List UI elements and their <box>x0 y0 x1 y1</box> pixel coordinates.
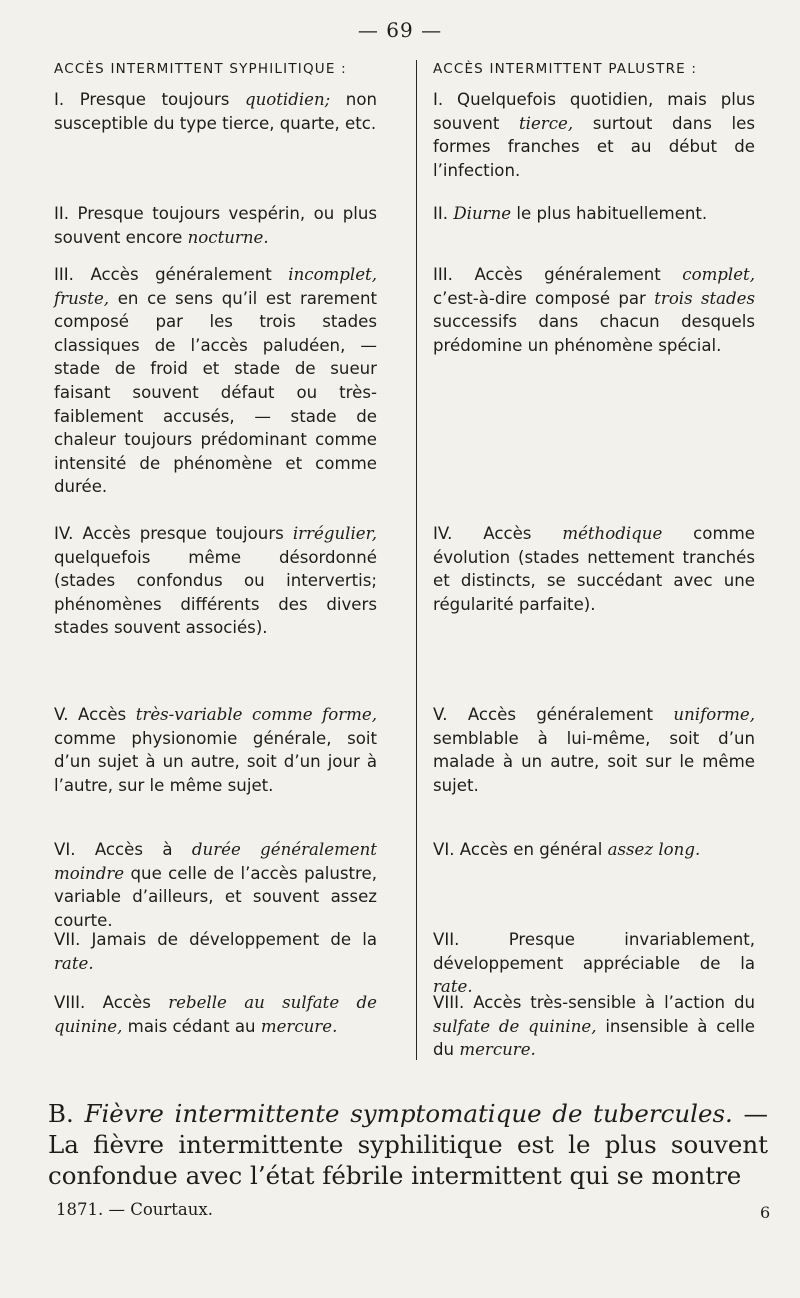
section-b-paragraph <box>48 1098 768 1191</box>
left-column-header: ACCÈS INTERMITTENT SYPHILITIQUE : <box>54 61 347 77</box>
left-item-4-text: IV. Accès presque toujours <box>54 524 293 543</box>
left-item-5-text: V. Accès <box>54 705 136 724</box>
left-item-5-text: comme physionomie générale, soit d’un sujet à un autre, soit d’un jour à l’autre, sur le même sujet. <box>54 728 377 795</box>
right-item-3-emphasis: complet, <box>682 265 755 284</box>
right-item-1-emphasis: tierce, <box>519 113 574 133</box>
left-item-1 <box>54 88 377 135</box>
right-item-6 <box>433 838 755 862</box>
right-item-2 <box>433 202 755 226</box>
left-item-5-emphasis: très-variable comme forme, <box>135 705 377 724</box>
left-item-4 <box>54 522 377 640</box>
right-item-4-text: IV. Accès <box>433 524 563 543</box>
right-item-7-text: VII. Presque invariablement, développement appréciable de la <box>433 930 755 973</box>
right-item-3 <box>433 263 755 357</box>
right-item-8-text: VIII. Accès très-sensible à l’action du <box>433 993 755 1012</box>
section-b-title: Fièvre intermittente symptomatique de tubercules. <box>84 1099 733 1128</box>
right-item-4-text: comme évolution (stades nettement tranchés et distincts, se succédant avec une régularité parfaite). <box>433 524 755 614</box>
left-item-3-text: en ce sens qu’il est rarement composé par les trois stades classiques de l’accès paludéen, — stade de froid et stade de sueur faisant souvent défaut ou très-faiblement accusés, — stade de chaleur toujours prédominant comme intensité de phénomène et comme durée. <box>54 288 377 497</box>
left-item-8-emphasis: rebelle au sulfate de quinine, <box>54 993 377 1036</box>
left-item-2-text: II. Presque toujours vespérin, ou plus souvent encore <box>54 204 377 247</box>
right-item-4 <box>433 522 755 616</box>
right-item-7-emphasis: rate. <box>433 977 473 997</box>
left-item-6-text: VI. Accès à <box>54 840 192 859</box>
section-b-lead: B. <box>48 1099 85 1128</box>
left-item-7-text: VII. Jamais de développement de la <box>54 930 377 949</box>
left-column <box>54 58 377 1036</box>
right-item-5-text: V. Accès généralement <box>433 705 674 724</box>
left-item-2-emphasis: nocturne. <box>187 227 269 247</box>
left-item-7-emphasis: rate. <box>54 953 94 973</box>
right-item-1 <box>433 88 755 182</box>
left-item-6-text: que celle de l’accès palustre, variable d’ailleurs, et souvent assez courte. <box>54 863 377 930</box>
page-number: — 69 — <box>357 18 443 42</box>
left-item-3-emphasis: incomplet, fruste, <box>54 265 377 308</box>
right-item-3-text: III. Accès généralement <box>433 265 683 284</box>
left-item-6 <box>54 838 377 932</box>
signature-mark: 6 <box>760 1203 771 1222</box>
right-item-2-text: II. <box>433 204 454 223</box>
left-item-7 <box>54 928 377 975</box>
right-item-6-text: VI. Accès en général <box>433 840 608 859</box>
section-b-body: — La fièvre intermittente syphilitique est le plus souvent confondue avec l’état fébrile intermittent qui se montre <box>48 1099 768 1190</box>
left-item-1-text: I. Presque toujours <box>54 90 245 109</box>
left-item-8-emphasis: mercure. <box>260 1016 338 1036</box>
printer-signature: 1871. — Courtaux. <box>56 1200 213 1219</box>
comparison-columns <box>46 58 756 1068</box>
left-item-3 <box>54 263 377 499</box>
right-item-6-emphasis: assez long. <box>607 840 701 859</box>
left-item-8-text: VIII. Accès <box>54 993 169 1012</box>
right-item-3-emphasis: trois stades <box>654 288 755 308</box>
right-item-8-text: insensible à celle du <box>433 1016 755 1060</box>
right-item-5-text: semblable à lui-même, soit d’un malade à un autre, soit sur le même sujet. <box>433 728 755 795</box>
left-item-2 <box>54 202 377 249</box>
right-column <box>433 58 755 1060</box>
right-item-2-text: le plus habituellement. <box>511 204 708 223</box>
right-item-7 <box>433 928 755 999</box>
left-item-5 <box>54 703 377 797</box>
left-item-1-emphasis: quotidien; <box>244 90 331 109</box>
right-item-1-text: I. Quelquefois quotidien, mais plus souvent <box>433 90 755 133</box>
right-item-5-emphasis: uniforme, <box>673 705 755 724</box>
right-item-4-emphasis: méthodique <box>562 524 663 543</box>
left-item-3-text: III. Accès généralement <box>54 265 289 284</box>
right-item-2-emphasis: Diurne <box>453 204 512 223</box>
column-divider <box>416 60 417 1060</box>
left-item-6-emphasis: durée généralement moindre <box>54 840 377 883</box>
left-item-8 <box>54 991 377 1038</box>
right-column-header: ACCÈS INTERMITTENT PALUSTRE : <box>433 61 698 77</box>
right-item-3-text: successifs dans chacun desquels prédomine un phénomène spécial. <box>433 312 755 355</box>
left-item-8-text: mais cédant au <box>122 1016 261 1036</box>
right-item-8-emphasis: sulfate de quinine, <box>433 1016 597 1036</box>
right-item-8 <box>433 991 755 1062</box>
left-item-1-text: non susceptible du type tierce, quarte, etc. <box>54 90 377 133</box>
right-item-3-text: c’est-à-dire composé par <box>433 288 655 308</box>
left-item-4-text: quelquefois même désordonné (stades confondus ou intervertis; phénomènes différents des divers stades souvent associés). <box>54 547 377 638</box>
left-item-4-emphasis: irrégulier, <box>292 524 377 543</box>
right-item-5 <box>433 703 755 797</box>
right-item-8-emphasis: mercure. <box>459 1040 536 1060</box>
right-item-1-text: surtout dans les formes franches et au début de l’infection. <box>433 113 755 180</box>
